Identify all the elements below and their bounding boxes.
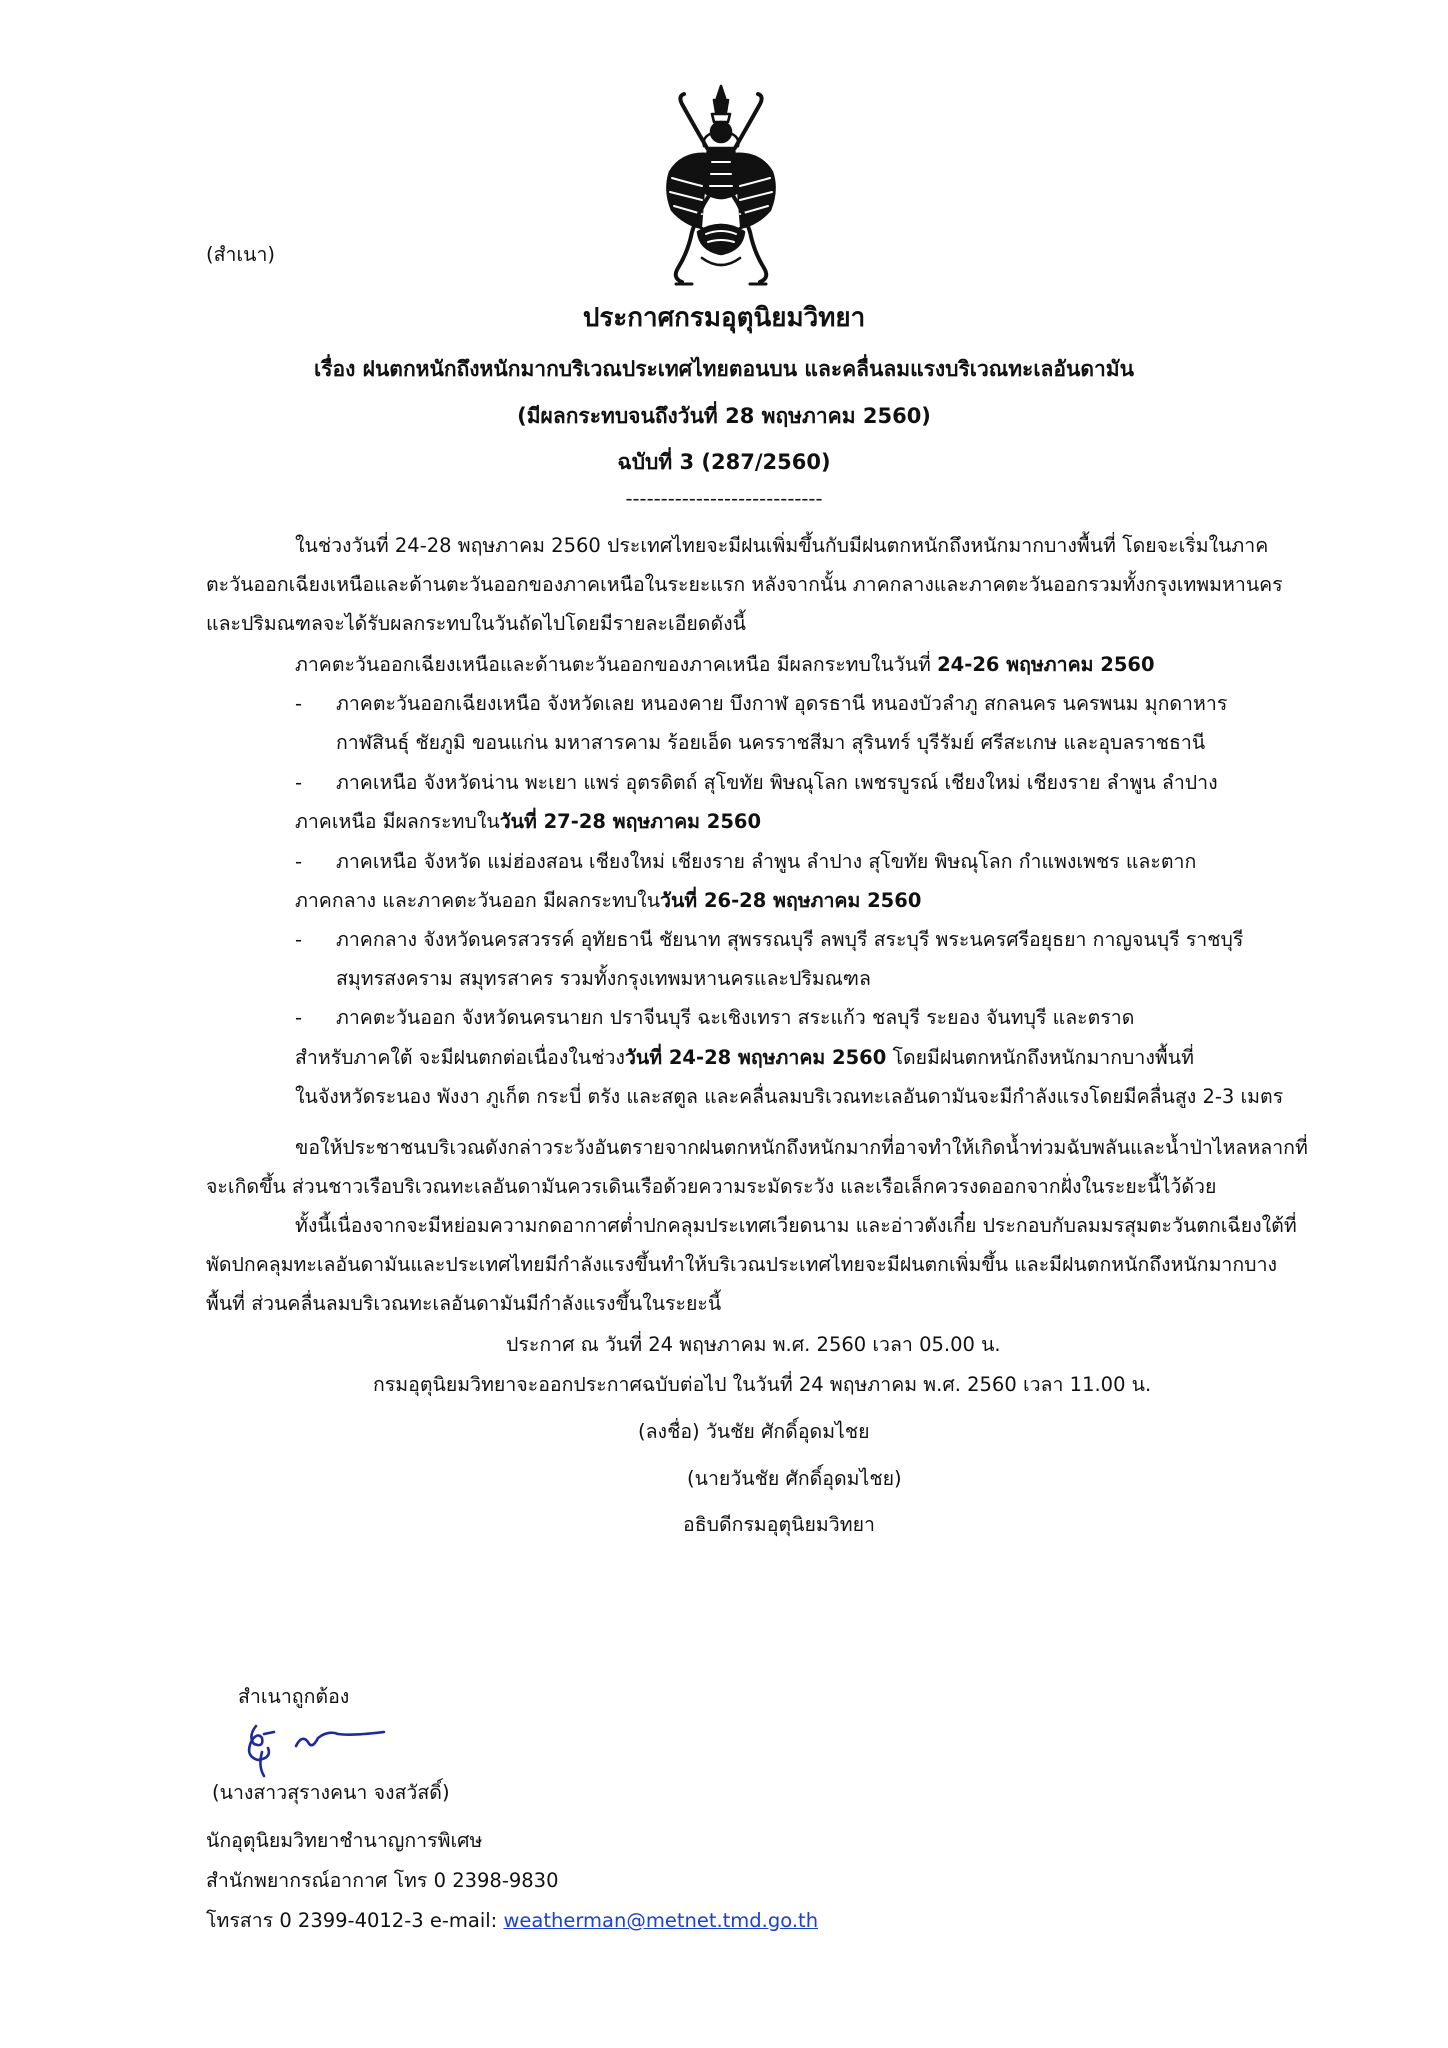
region2-heading (295, 809, 761, 835)
region1-item1-line2: กาฬสินธุ์ ชัยภูมิ ขอนแก่น มหาสารคาม ร้อยเอ็ด นครราชสีมา สุรินทร์ บุรีรัมย์ ศรีสะเกษ และอุบลราชธานี (336, 731, 1206, 754)
region1-item1-line1: ภาคตะวันออกเฉียงเหนือ จังหวัดเลย หนองคาย บึงกาฬ อุดรธานี หนองบัวลำภู สกลนคร นครพนม มุกดาหาร (336, 692, 1228, 715)
south-line1-date: วันที่ 24-28 พฤษภาคม 2560 (624, 1046, 887, 1069)
certifier-office-phone: สำนักพยากรณ์อากาศ โทร 0 2398-9830 (206, 1869, 559, 1892)
list-dash: - (295, 1006, 303, 1029)
region2-item1: ภาคเหนือ จังหวัด แม่ฮ่องสอน เชียงใหม่ เชียงราย ลำพูน ลำปาง สุโขทัย พิษณุโลก กำแพงเพชร และตาก (336, 850, 1197, 873)
south-line1-tail: โดยมีฝนตกหนักถึงหนักมากบางพื้นที่ (886, 1046, 1194, 1069)
cause-line-3: พื้นที่ ส่วนคลื่นลมบริเวณทะเลอันดามันมีกำลังแรงขึ้นในระยะนี้ (206, 1292, 722, 1315)
list-dash: - (295, 850, 303, 873)
certifier-name: (นางสาวสุรางคนา จงสวัสดิ์) (212, 1781, 450, 1804)
region2-heading-date: วันที่ 27-28 พฤษภาคม 2560 (499, 810, 762, 833)
certifier-fax-email (206, 1908, 818, 1934)
intro-line-1: ในช่วงวันที่ 24-28 พฤษภาคม 2560 ประเทศไทยจะมีฝนเพิ่มขึ้นกับมีฝนตกหนักถึงหนักมากบางพื้นที่ โดยจะเริ่มในภาค (295, 534, 1269, 557)
cause-line-2: พัดปกคลุมทะเลอันดามันและประเทศไทยมีกำลังแรงขึ้นทำให้บริเวณประเทศไทยจะมีฝนตกเพิ่มขึ้น และมีฝนตกหนักถึงหนักมากบาง (206, 1253, 1278, 1276)
announce-line-2: กรมอุตุนิยมวิทยาจะออกประกาศฉบับต่อไป ในวันที่ 24 พฤษภาคม พ.ศ. 2560 เวลา 11.00 น. (373, 1373, 1152, 1396)
region3-item1-line1: ภาคกลาง จังหวัดนครสวรรค์ อุทัยธานี ชัยนาท สุพรรณบุรี ลพบุรี สระบุรี พระนครศรีอยุธยา กาญจนบุรี ราชบุรี (336, 928, 1244, 951)
title-divider: ---------------------------- (625, 487, 823, 510)
south-line-2: ในจังหวัดระนอง พังงา ภูเก็ต กระบี่ ตรัง และสตูล และคลื่นลมบริเวณทะเลอันดามันจะมีกำลังแรงโดยมีคลื่นสูง 2-3 เมตร (295, 1085, 1284, 1108)
certify-label: สำเนาถูกต้อง (238, 1685, 350, 1708)
signed-name: (ลงชื่อ) วันชัย ศักดิ์อุดมไชย (638, 1420, 870, 1443)
intro-line-2: ตะวันออกเฉียงเหนือและด้านตะวันออกของภาคเหนือในระยะแรก หลังจากนั้น ภาคกลางและภาคตะวันออกรวมทั้งกรุงเทพมหานคร (206, 573, 1283, 596)
region3-heading (295, 888, 921, 914)
region1-heading (295, 652, 1155, 678)
email-link[interactable]: weatherman@metnet.tmd.go.th (503, 1909, 819, 1932)
document-issue-number: ฉบับที่ 3 (287/2560) (617, 450, 831, 474)
fax-text: โทรสาร 0 2399-4012-3 e-mail: (206, 1909, 504, 1932)
garuda-emblem-icon (662, 82, 780, 297)
copy-mark: (สำเนา) (206, 243, 276, 266)
certifier-position: นักอุตุนิยมวิทยาชำนาญการพิเศษ (206, 1829, 483, 1852)
document-subject: เรื่อง ฝนตกหนักถึงหนักมากบริเวณประเทศไทยตอนบน และคลื่นลมแรงบริเวณทะเลอันดามัน (314, 357, 1134, 381)
caution-line-1: ขอให้ประชาชนบริเวณดังกล่าวระวังอันตรายจากฝนตกหนักถึงหนักมากที่อาจทำให้เกิดน้ำท่วมฉับพลันและน้ำป่าไหลหลากที่ (295, 1136, 1308, 1159)
list-dash: - (295, 928, 303, 951)
caution-line-2: จะเกิดขึ้น ส่วนชาวเรือบริเวณทะเลอันดามันควรเดินเรือด้วยความระมัดระวัง และเรือเล็กควรงดออกจากฝั่งในระยะนี้ไว้ด้วย (206, 1175, 1217, 1198)
south-line-1 (295, 1045, 1194, 1071)
cause-line-1: ทั้งนี้เนื่องจากจะมีหย่อมความกดอากาศต่ำปกคลุมประเทศเวียดนาม และอ่าวตังเกี๋ย ประกอบกับลมมรสุมตะวันตกเฉียงใต้ที่ (295, 1214, 1297, 1237)
region1-heading-text: ภาคตะวันออกเฉียงเหนือและด้านตะวันออกของภาคเหนือ มีผลกระทบในวันที่ (295, 653, 938, 676)
region1-heading-date: 24-26 พฤษภาคม 2560 (937, 653, 1155, 676)
region2-heading-text: ภาคเหนือ มีผลกระทบใน (295, 810, 500, 833)
list-dash: - (295, 771, 303, 794)
south-line1-text: สำหรับภาคใต้ จะมีฝนตกต่อเนื่องในช่วง (295, 1046, 625, 1069)
signer-position: อธิบดีกรมอุตุนิยมวิทยา (683, 1513, 875, 1536)
region3-heading-date: วันที่ 26-28 พฤษภาคม 2560 (660, 889, 922, 912)
list-dash: - (295, 692, 303, 715)
intro-line-3: และปริมณฑลจะได้รับผลกระทบในวันถัดไปโดยมีรายละเอียดดังนี้ (206, 612, 746, 635)
document-title: ประกาศกรมอุตุนิยมวิทยา (582, 303, 866, 333)
document-effect-date: (มีผลกระทบจนถึงวันที่ 28 พฤษภาคม 2560) (517, 404, 931, 428)
region3-item2: ภาคตะวันออก จังหวัดนครนายก ปราจีนบุรี ฉะเชิงเทรา สระแก้ว ชลบุรี ระยอง จันทบุรี และตราด (336, 1006, 1135, 1029)
announce-line-1: ประกาศ ณ วันที่ 24 พฤษภาคม พ.ศ. 2560 เวลา 05.00 น. (506, 1333, 1001, 1356)
region1-item2: ภาคเหนือ จังหวัดน่าน พะเยา แพร่ อุตรดิตถ์ สุโขทัย พิษณุโลก เพชรบูรณ์ เชียงใหม่ เชียงราย ลำพูน ลำปาง (336, 771, 1218, 794)
handwritten-signature-icon (234, 1712, 394, 1782)
region3-item1-line2: สมุทรสงคราม สมุทรสาคร รวมทั้งกรุงเทพมหานครและปริมณฑล (336, 967, 871, 990)
region3-heading-text: ภาคกลาง และภาคตะวันออก มีผลกระทบใน (295, 889, 661, 912)
signer-full-name: (นายวันชัย ศักดิ์อุดมไชย) (687, 1467, 902, 1490)
